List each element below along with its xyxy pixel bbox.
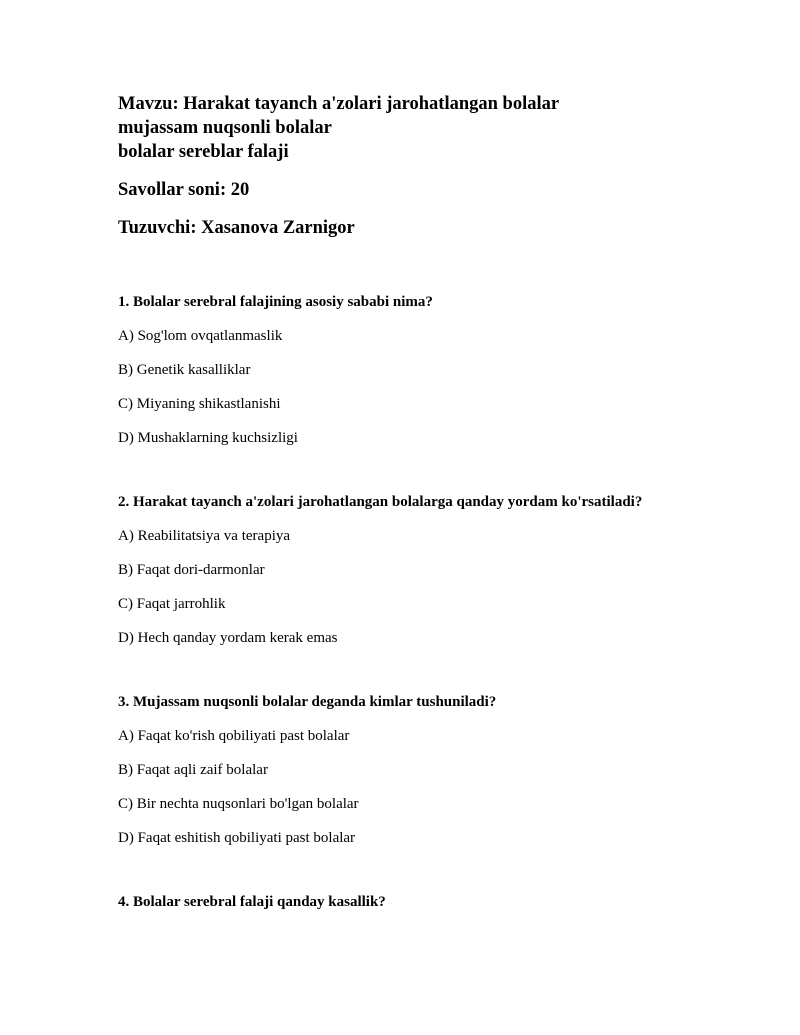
topic-line: mujassam nuqsonli bolalar [118, 118, 332, 138]
answer-option-d: D) Mushaklarning kuchsizligi [118, 430, 298, 446]
question-3 [118, 692, 758, 848]
answer-option-b: B) Faqat dori-darmonlar [118, 562, 265, 578]
answer-option-c: C) Faqat jarrohlik [118, 596, 226, 612]
answer-option-d: D) Faqat eshitish qobiliyati past bolalar [118, 830, 356, 846]
topic-line: Mavzu: Harakat tayanch a'zolari jarohatlangan bolalar [118, 94, 560, 114]
answer-option-a: A) Reabilitatsiya va terapiya [118, 528, 291, 544]
answer-option-b: B) Genetik kasalliklar [118, 362, 251, 378]
answer-option-a: A) Faqat ko'rish qobiliyati past bolalar [118, 728, 350, 744]
question-text: 3. Mujassam nuqsonli bolalar deganda kimlar tushuniladi? [118, 694, 497, 710]
document-page [118, 92, 758, 912]
answer-option-c: C) Bir nechta nuqsonlari bo'lgan bolalar [118, 796, 359, 812]
question-1 [118, 292, 758, 448]
answer-option-d: D) Hech qanday yordam kerak emas [118, 630, 338, 646]
topic-line: bolalar sereblar falaji [118, 142, 289, 162]
answer-option-c: C) Miyaning shikastlanishi [118, 396, 281, 412]
question-4 [118, 892, 758, 912]
question-count: Savollar soni: 20 [118, 180, 250, 200]
question-text: 2. Harakat tayanch a'zolari jarohatlangan bolalarga qanday yordam ko'rsatiladi? [118, 494, 643, 510]
author-line: Tuzuvchi: Xasanova Zarnigor [118, 218, 355, 238]
question-text: 1. Bolalar serebral falajining asosiy sababi nima? [118, 294, 433, 310]
question-2 [118, 492, 758, 648]
answer-option-b: B) Faqat aqli zaif bolalar [118, 762, 268, 778]
answer-option-a: A) Sog'lom ovqatlanmaslik [118, 328, 283, 344]
question-text: 4. Bolalar serebral falaji qanday kasallik? [118, 894, 386, 910]
topic-heading [118, 92, 758, 164]
